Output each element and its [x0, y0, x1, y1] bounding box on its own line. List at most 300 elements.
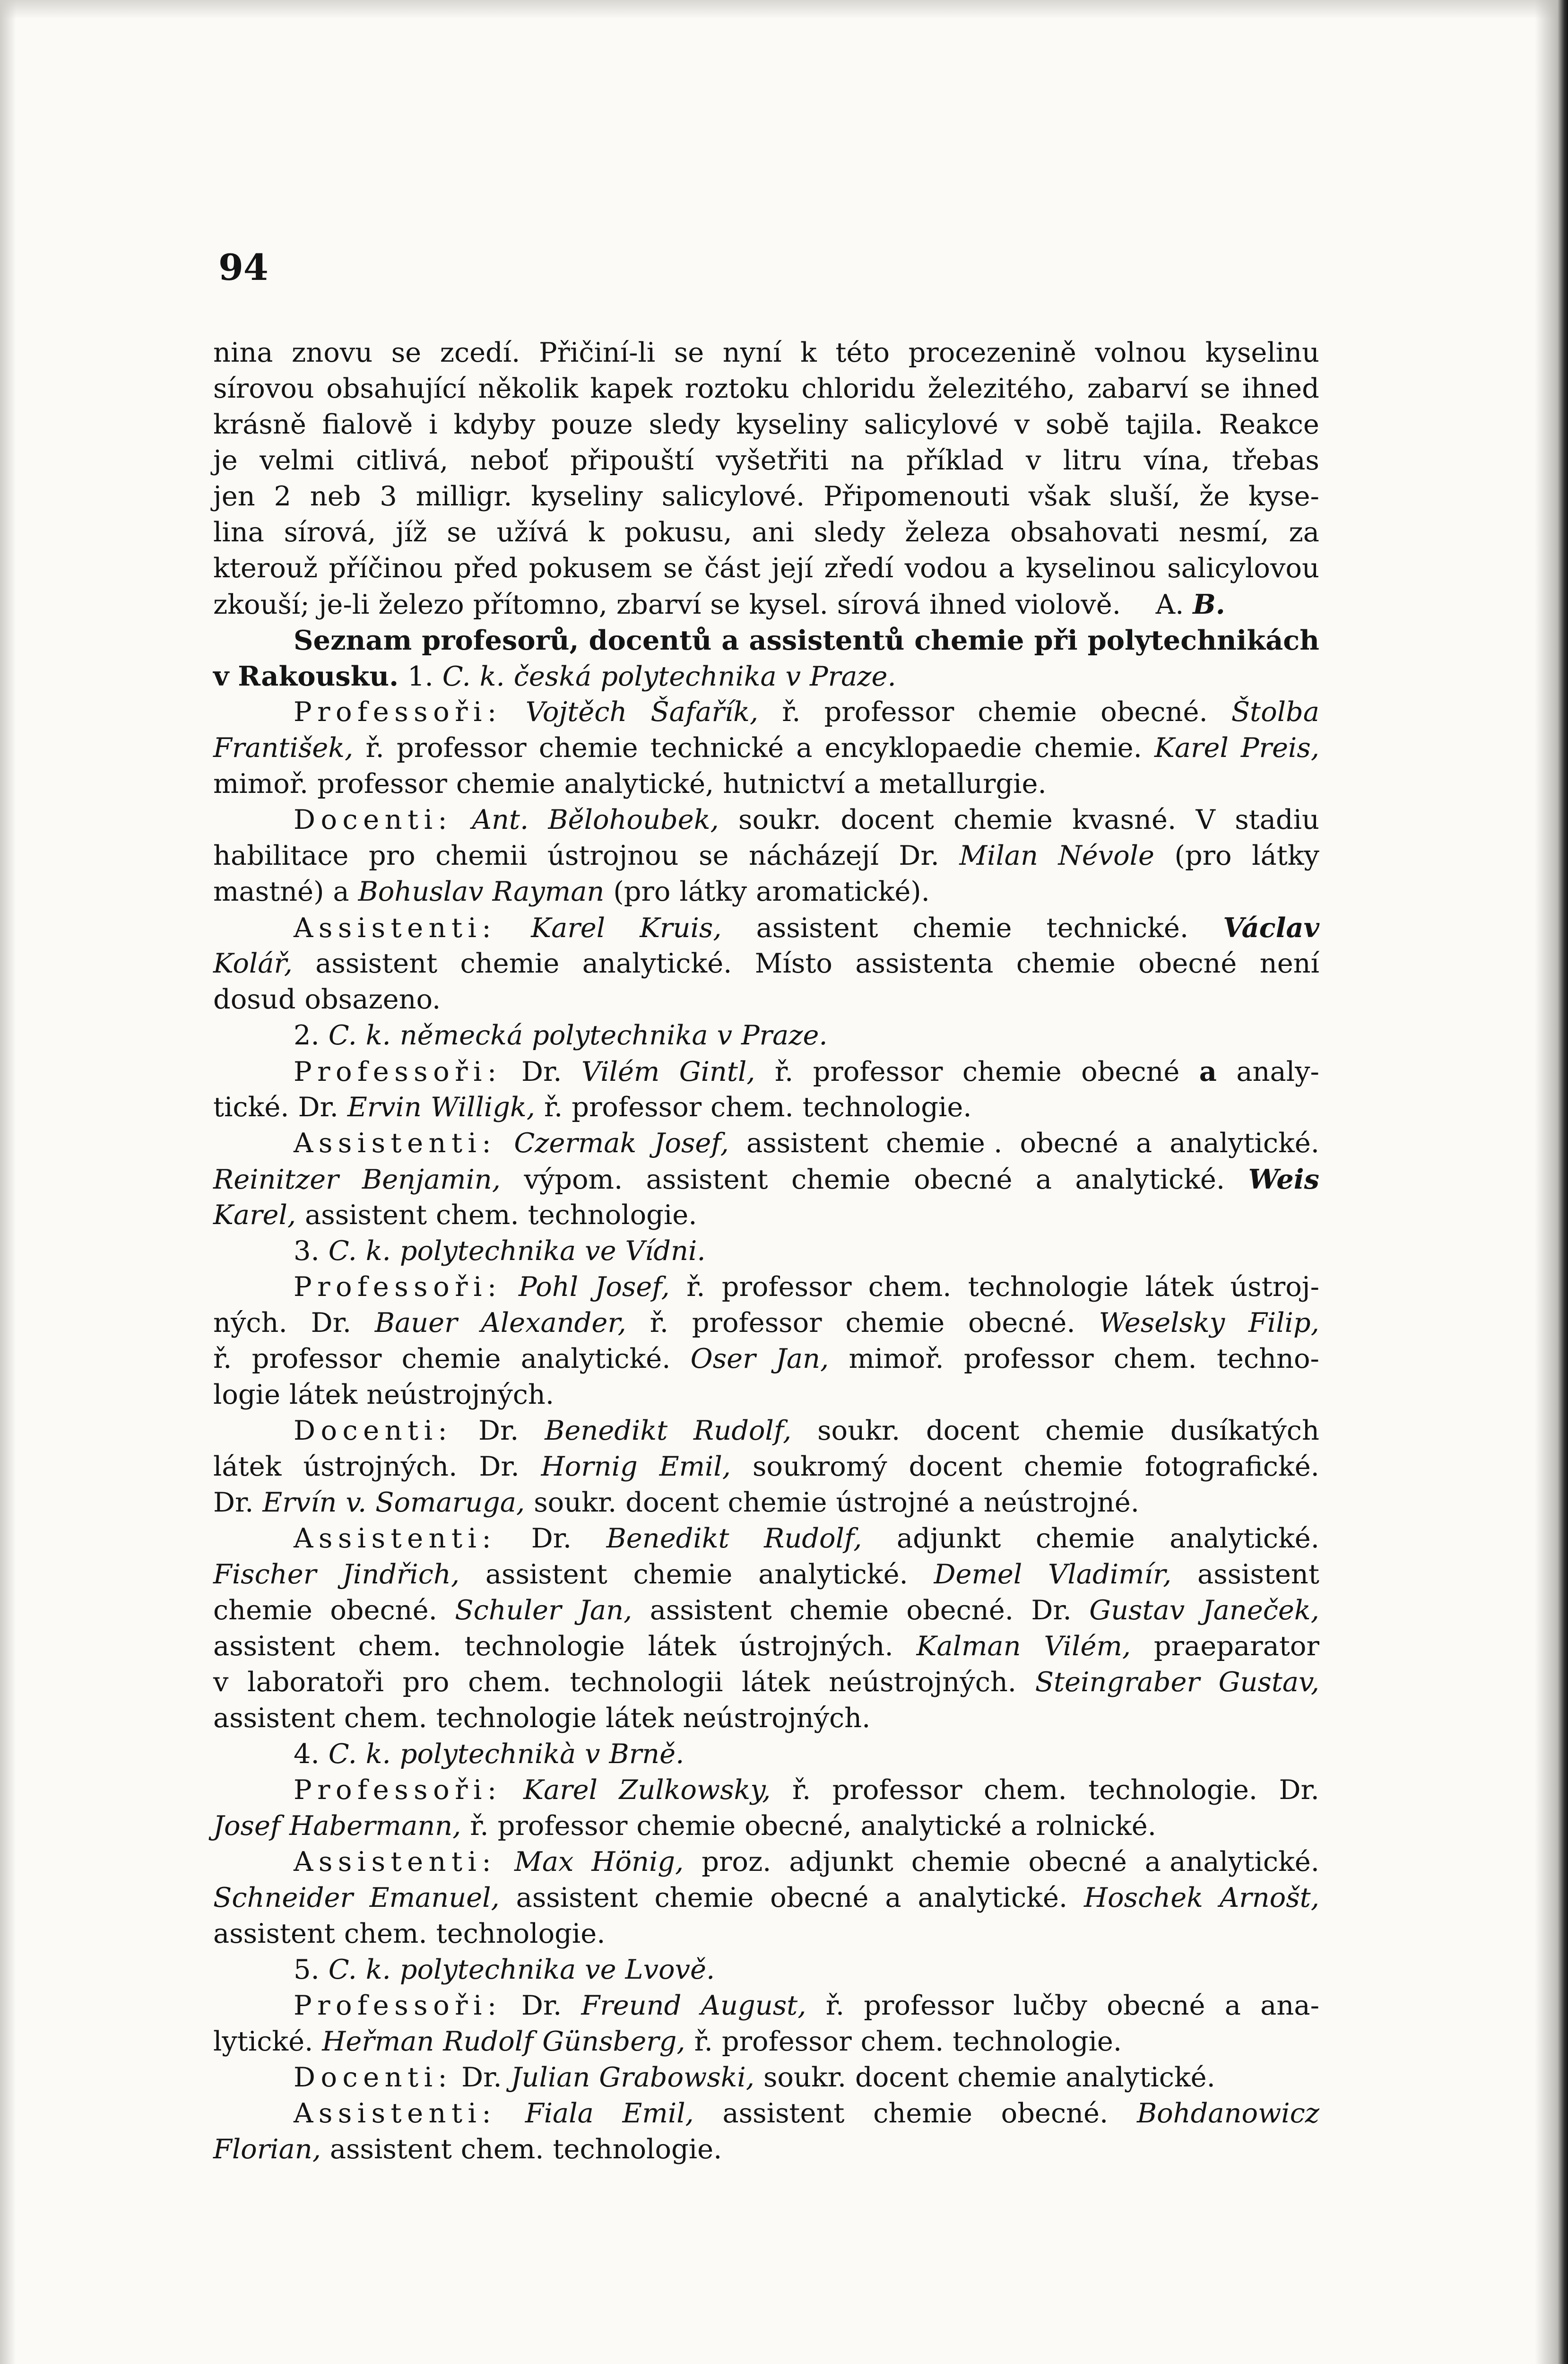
word: Josef,	[595, 1271, 670, 1303]
text-line	[213, 1736, 1319, 1772]
text-line	[213, 1880, 1319, 1916]
word: Bohuslav	[358, 876, 484, 907]
word: techno-	[1216, 1343, 1319, 1374]
word: a	[721, 624, 739, 656]
word: Steingraber	[1035, 1666, 1200, 1698]
word: Dr.	[213, 1486, 254, 1518]
word: soukr.	[817, 1415, 901, 1446]
word: Karel	[1154, 732, 1229, 764]
word: a analytické.	[1144, 1846, 1319, 1877]
word: zředí	[824, 552, 894, 584]
word: assistent	[213, 1702, 335, 1734]
word: v	[585, 1738, 600, 1770]
word: Dr.	[298, 1091, 338, 1123]
word: německá	[399, 1019, 523, 1051]
word: v	[1025, 444, 1041, 476]
word: encyklopaedie	[824, 732, 1022, 764]
word: ř.	[470, 1810, 489, 1842]
scan-edge-right	[1535, 0, 1568, 2364]
word: třebas	[1232, 444, 1319, 476]
word: zbarví	[616, 589, 702, 620]
word: kterouž	[213, 552, 318, 584]
word: ných.	[213, 1307, 287, 1338]
word: ústroj-	[1230, 1271, 1319, 1303]
word: za	[1289, 516, 1319, 548]
word: August,	[701, 1990, 806, 2021]
word: assistent	[1197, 1558, 1319, 1590]
word: soukr.	[738, 804, 822, 835]
word: Hoschek	[1084, 1882, 1203, 1913]
text-line	[213, 550, 1319, 586]
word: assistent	[315, 947, 438, 979]
text-line	[213, 1305, 1319, 1341]
word: obecné.	[1100, 696, 1208, 728]
word: analytické.	[1075, 1164, 1225, 1195]
word: professor	[864, 1990, 994, 2021]
word: vína,	[1144, 444, 1210, 476]
word: zkouší;	[213, 589, 310, 620]
text-line	[213, 874, 1319, 910]
word: Václav	[1223, 912, 1319, 944]
word: Reakce	[1219, 408, 1319, 440]
word: Připomenouti	[823, 480, 1010, 512]
word: Weis	[1248, 1163, 1319, 1195]
word: chemie	[1016, 947, 1116, 979]
word: technologie.	[528, 1199, 697, 1231]
word: část	[704, 552, 761, 584]
text-line	[213, 1197, 1319, 1233]
word: krásně	[213, 408, 306, 440]
word: Assistenti:	[294, 2097, 497, 2129]
word: A.	[1129, 589, 1184, 620]
word: tajila.	[1125, 408, 1203, 440]
word: chemie	[953, 804, 1053, 835]
text-line	[213, 658, 1319, 694]
word: obecné	[1081, 1056, 1180, 1087]
word: assistentů	[749, 624, 905, 656]
word: pouze	[551, 408, 633, 440]
word: kyseliny	[736, 408, 848, 440]
word: výpom.	[524, 1164, 623, 1195]
word: že	[1199, 480, 1230, 512]
word: obecné	[914, 1164, 1013, 1195]
text-line	[213, 1341, 1319, 1377]
word: není	[1259, 947, 1319, 979]
word: professor	[813, 1056, 943, 1087]
word: docentů	[589, 624, 712, 656]
word: obecné.	[906, 1594, 1014, 1626]
word: velmi	[260, 444, 334, 476]
word: assistenta	[855, 947, 994, 979]
text-line	[213, 1161, 1319, 1197]
word: k.	[365, 1235, 391, 1267]
word: chem.	[868, 1271, 952, 1303]
word: salicylové.	[661, 480, 805, 512]
word: professor	[317, 768, 447, 800]
word: k.	[365, 1954, 391, 1985]
word: profesorů,	[422, 624, 579, 656]
word: k	[800, 337, 817, 368]
word: C.	[328, 1235, 357, 1267]
word: Dr.	[311, 1307, 351, 1338]
word: Rakousku.	[238, 660, 399, 692]
word: Schuler	[455, 1594, 562, 1626]
word: Místo	[754, 947, 832, 979]
word: neústrojných.	[366, 1379, 554, 1410]
word: chemie	[654, 1882, 754, 1913]
word: k.	[365, 1019, 391, 1051]
word: chloridu	[801, 373, 916, 404]
word: ř.	[213, 1343, 232, 1374]
text-line	[213, 478, 1319, 514]
word: železitého,	[927, 373, 1075, 404]
scan-edge-left	[0, 0, 16, 2364]
word: ř.	[825, 1990, 845, 2021]
text-line	[213, 2131, 1319, 2167]
word: Janeček,	[1202, 1594, 1319, 1626]
word: kapek	[590, 373, 673, 404]
word: však	[1028, 480, 1091, 512]
text-line	[213, 514, 1319, 550]
word: Weselsky	[1099, 1307, 1225, 1338]
word: a	[854, 768, 870, 800]
word: ř.	[774, 1056, 794, 1087]
word: lučby	[1013, 1990, 1087, 2021]
word: znovu	[292, 337, 373, 368]
word: chem.	[344, 1702, 427, 1734]
word: se	[699, 840, 729, 871]
word: chemie	[978, 696, 1077, 728]
word: sledy	[649, 408, 720, 440]
word: obecné	[770, 1882, 869, 1913]
word: příklad	[906, 444, 1004, 476]
word: kysel.	[749, 589, 828, 620]
word: chemie	[914, 624, 1024, 656]
word: Assistenti:	[294, 1846, 497, 1877]
word: Professoři:	[294, 1271, 502, 1303]
word: roztoku	[684, 373, 790, 404]
word: mimoř.	[213, 768, 309, 800]
word: Hornig	[541, 1451, 638, 1482]
word: nyní	[722, 337, 782, 368]
word: procezenině	[908, 337, 1076, 368]
word: kyselinou	[1025, 552, 1156, 584]
word: Rudolf,	[693, 1415, 792, 1446]
word: analytické.	[1170, 1127, 1319, 1159]
word: Emil,	[622, 2097, 694, 2129]
word: assistent	[213, 1630, 335, 1662]
word: neústrojné.	[983, 1486, 1139, 1518]
word: Štolba	[1231, 696, 1319, 728]
body-text	[213, 335, 1319, 2167]
word: látek	[1145, 1271, 1214, 1303]
word: Ervin	[347, 1091, 422, 1123]
word: sírová	[837, 589, 921, 620]
word: Emanuel,	[369, 1882, 500, 1913]
word: chem.	[460, 2133, 544, 2165]
word: se	[447, 516, 477, 548]
text-line	[213, 730, 1319, 766]
word: Josef,	[654, 1127, 729, 1159]
text-line	[213, 1628, 1319, 1664]
word: Heřman	[322, 2025, 434, 2057]
text-line	[213, 1844, 1319, 1880]
word: Reinitzer	[213, 1164, 339, 1195]
word: chemie	[633, 1558, 733, 1590]
word: Pohl	[518, 1271, 579, 1303]
word: se	[710, 589, 740, 620]
text-line	[213, 946, 1319, 982]
word: professor	[832, 1774, 962, 1806]
word: professor	[721, 1271, 852, 1303]
word: Czermak	[514, 1127, 637, 1159]
word: kyseliny	[531, 480, 643, 512]
word: ústrojných.	[739, 1630, 893, 1662]
word: aromatické).	[756, 876, 930, 907]
word: Karel	[523, 1774, 598, 1806]
word: sírová,	[284, 516, 376, 548]
word: violově.	[1015, 589, 1121, 620]
word: několik	[478, 373, 578, 404]
word: docent	[855, 2061, 949, 2093]
word: ústrojných.	[303, 1451, 458, 1482]
word: nina	[213, 337, 273, 368]
text-line	[213, 1916, 1319, 1952]
word: 1.	[407, 661, 433, 692]
word: Dr.	[1031, 1594, 1072, 1626]
word: Milan	[959, 840, 1038, 871]
text-line	[213, 1952, 1319, 1988]
word: Rayman	[492, 876, 605, 907]
word: obecné,	[745, 1810, 852, 1842]
word: je	[213, 444, 238, 476]
word: Benedikt	[545, 1415, 668, 1446]
word: neboť	[470, 444, 548, 476]
word: chemie	[456, 768, 555, 800]
word: ř.	[365, 732, 384, 764]
word: rolnické.	[1036, 1810, 1157, 1842]
word: František,	[213, 732, 354, 764]
word: Hönig,	[591, 1846, 684, 1877]
word: kdyby	[453, 408, 536, 440]
word: (pro	[613, 876, 671, 907]
word: ve	[585, 1235, 616, 1267]
word: assistent	[213, 1918, 335, 1949]
word: užívá	[496, 516, 569, 548]
word: se	[391, 337, 422, 368]
word: professor	[251, 1343, 382, 1374]
word: Dr.	[461, 2061, 502, 2093]
word: ř.	[686, 1271, 705, 1303]
word: Somaruga,	[375, 1486, 525, 1518]
word: látek	[289, 1379, 358, 1410]
word: soukr.	[763, 2061, 847, 2093]
word: polytechnika	[600, 661, 777, 692]
word: chem.	[344, 1918, 427, 1949]
word: v	[1014, 408, 1030, 440]
text-line	[213, 1485, 1319, 1521]
text-line	[213, 694, 1319, 730]
word: železo	[378, 589, 464, 620]
word: technologie	[968, 1271, 1129, 1303]
word: pro	[402, 1666, 450, 1698]
word: chemie	[791, 1164, 891, 1195]
word: analytické.	[918, 1882, 1068, 1913]
text-line	[213, 2060, 1319, 2095]
word: fialově	[322, 408, 413, 440]
word: Brně.	[609, 1738, 684, 1770]
word: Filip,	[1248, 1307, 1319, 1338]
word: chem.	[1113, 1343, 1197, 1374]
word: B.	[1193, 588, 1225, 620]
word: professor	[396, 732, 527, 764]
word: neb	[310, 480, 361, 512]
word: soukromý	[752, 1451, 887, 1482]
word: chemie .	[886, 1127, 1003, 1159]
word: ústrojné	[836, 1486, 950, 1518]
word: a	[885, 1882, 901, 1913]
word: litru	[1063, 444, 1122, 476]
word: chemie	[957, 2061, 1057, 2093]
word: ihned	[1242, 373, 1319, 404]
word: milligr.	[416, 480, 512, 512]
word: citlivá,	[356, 444, 449, 476]
word: látky	[679, 876, 747, 907]
word: v	[213, 1666, 229, 1698]
word: laboratoři	[247, 1666, 384, 1698]
word: 3	[380, 480, 397, 512]
word: Ant.	[472, 804, 529, 835]
word: obsazeno.	[304, 983, 441, 1015]
text-line	[213, 407, 1319, 443]
word: technické.	[1046, 912, 1189, 944]
word: C.	[328, 1954, 357, 1985]
word: (pro	[1174, 840, 1232, 871]
word: na	[850, 444, 884, 476]
text-line	[213, 982, 1319, 1017]
word: adjunkt	[789, 1846, 893, 1877]
word: Docenti:	[294, 1415, 453, 1446]
word: 4.	[294, 1738, 320, 1770]
word: Dr.	[1279, 1774, 1319, 1806]
text-line	[213, 2024, 1319, 2060]
word: sluší,	[1109, 480, 1181, 512]
word: v	[213, 660, 229, 692]
word: obecné	[1028, 1846, 1127, 1877]
text-line	[213, 1053, 1319, 1089]
word: a	[1011, 1810, 1027, 1842]
word: Gustav,	[1218, 1666, 1319, 1698]
word: a	[958, 1486, 975, 1518]
word: C.	[328, 1019, 357, 1051]
word: neústrojných.	[683, 1702, 871, 1734]
word: chemii	[435, 840, 528, 871]
word: assistent	[305, 1199, 427, 1231]
word: obecné.	[968, 1307, 1075, 1338]
word: přítomno,	[473, 589, 607, 620]
word: obsahovati	[1010, 516, 1159, 548]
word: Šafařík,	[650, 696, 759, 728]
text-line	[213, 1521, 1319, 1556]
word: Bělohoubek,	[548, 804, 719, 835]
word: chemie	[401, 1343, 501, 1374]
word: Julian	[511, 2061, 590, 2093]
word: docent	[625, 1486, 719, 1518]
word: Oser	[690, 1343, 756, 1374]
text-line	[213, 443, 1319, 478]
word: Grabowski,	[599, 2061, 755, 2093]
word: salicylovou	[1167, 552, 1319, 584]
word: Dr.	[521, 1990, 562, 2021]
word: mastné)	[213, 876, 324, 907]
word: Jan,	[579, 1594, 632, 1626]
word: před	[454, 552, 518, 584]
word: Přičiní-li	[538, 337, 656, 368]
word: Névole	[1058, 840, 1154, 871]
word: docent	[926, 1415, 1020, 1446]
word: Benjamin,	[362, 1164, 501, 1195]
word: Vilém,	[1044, 1630, 1131, 1662]
word: chem.	[860, 2025, 944, 2057]
word: technologie.	[553, 2133, 722, 2165]
word: polytechnika	[399, 1954, 576, 1985]
word: chemie	[636, 1810, 736, 1842]
word: polytechnika	[532, 1019, 708, 1051]
word: Zulkowsky,	[619, 1774, 771, 1806]
word: Assistenti:	[294, 912, 497, 944]
word: C.	[328, 1738, 357, 1770]
word: Fiala	[525, 2097, 594, 2129]
text-line	[213, 910, 1319, 946]
word: professor	[824, 696, 954, 728]
word: 5.	[294, 1954, 320, 1985]
word: Ervín	[262, 1486, 337, 1518]
word: příčinou	[329, 552, 443, 584]
word: i	[429, 408, 438, 440]
text-line	[213, 1377, 1319, 1413]
word: ř.	[544, 1091, 563, 1123]
text-line	[213, 586, 1319, 622]
word: obecné.	[1001, 2097, 1109, 2129]
word: Willigk,	[430, 1091, 535, 1123]
word: a	[796, 732, 813, 764]
word: železa	[905, 516, 991, 548]
word: a	[333, 876, 349, 907]
word: assistent	[650, 1594, 772, 1626]
word: Rudolf	[443, 2025, 534, 2057]
word: assistent	[756, 912, 878, 944]
word: chem.	[358, 1630, 442, 1662]
word: 3.	[294, 1235, 320, 1267]
text-line	[213, 1808, 1319, 1844]
text-line	[213, 1772, 1319, 1808]
word: v	[717, 1019, 732, 1051]
word: a	[998, 552, 1015, 584]
word: jíž	[396, 516, 427, 548]
word: Kalman	[916, 1630, 1021, 1662]
text-line	[213, 1017, 1319, 1053]
word: Kruis,	[640, 912, 722, 944]
word: a	[1224, 1990, 1241, 2021]
word: proz.	[702, 1846, 771, 1877]
word: habilitace	[213, 840, 349, 871]
word: Jindřich,	[342, 1558, 460, 1590]
word: Gustav	[1089, 1594, 1185, 1626]
word: ústrojnou	[547, 840, 679, 871]
word: v.	[346, 1486, 367, 1518]
word: technologii	[570, 1666, 723, 1698]
word: obecné.	[330, 1594, 437, 1626]
